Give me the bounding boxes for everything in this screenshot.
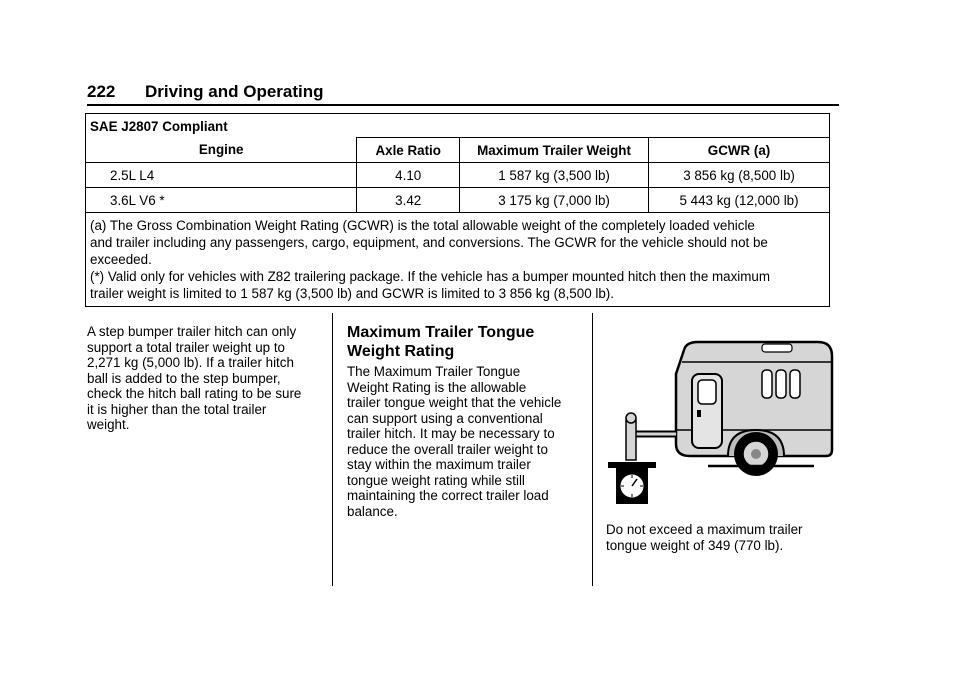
cell-gcwr: 3 856 kg (8,500 lb)	[649, 163, 830, 188]
footnote-b-line: trailer weight is limited to 1 587 kg (3,500 lb) and GCWR is limited to 3 856 kg (8,500 lb).	[90, 286, 614, 301]
col-header-gcwr: GCWR (a)	[649, 138, 830, 163]
table-row	[86, 163, 830, 188]
heading-line: Weight Rating	[347, 343, 455, 360]
tongue-weight-paragraph	[347, 364, 579, 519]
paragraph-line: A step bumper trailer hitch can only	[87, 324, 297, 339]
cell-axle-ratio: 3.42	[357, 188, 460, 213]
tongue-weight-heading	[347, 323, 579, 361]
paragraph-line: Weight Rating is the allowable	[347, 379, 527, 395]
section-title: Driving and Operating	[145, 82, 324, 101]
cell-engine: 2.5L L4	[86, 163, 357, 188]
col-header-engine: Engine	[86, 138, 357, 163]
col-header-max-trailer-weight: Maximum Trailer Weight	[460, 138, 649, 163]
table-row	[86, 188, 830, 213]
header-rule	[87, 104, 839, 106]
paragraph-line: reduce the overall trailer weight to	[347, 441, 548, 457]
trailer-tongue-scale-icon	[604, 334, 838, 510]
paragraph-line: stay within the maximum trailer	[347, 457, 531, 472]
paragraph-line: 2,271 kg (5,000 lb). If a trailer hitch	[87, 355, 294, 370]
paragraph-line: support a total trailer weight up to	[87, 339, 285, 355]
footnote-a-line: (a) The Gross Combination Weight Rating (GCWR) is the total allowable weight of the completely loaded vehicle	[90, 218, 755, 233]
illustration-caption	[606, 522, 836, 553]
paragraph-line: trailer tongue weight that the vehicle	[347, 395, 562, 410]
caption-line: Do not exceed a maximum trailer	[606, 522, 803, 537]
footnote-b-line: (*) Valid only for vehicles with Z82 trailering package. If the vehicle has a bumper mounted hitch then the maximum	[90, 269, 771, 284]
cell-gcwr: 5 443 kg (12,000 lb)	[649, 188, 830, 213]
caption-line: tongue weight of 349 (770 lb).	[606, 537, 784, 553]
heading-line: Maximum Trailer Tongue	[347, 324, 535, 341]
cell-axle-ratio: 4.10	[357, 163, 460, 188]
paragraph-line: maintaining the correct trailer load	[347, 488, 549, 503]
table-caption: SAE J2807 Compliant	[86, 114, 830, 138]
cell-engine: 3.6L V6 *	[86, 188, 357, 213]
col-header-axle-ratio: Axle Ratio	[357, 138, 460, 163]
step-bumper-paragraph	[87, 324, 327, 433]
paragraph-line: check the hitch ball rating to be sure	[87, 386, 302, 401]
trailer-spec-table	[85, 113, 830, 307]
cell-max-trailer-weight: 3 175 kg (7,000 lb)	[460, 188, 649, 213]
cell-max-trailer-weight: 1 587 kg (3,500 lb)	[460, 163, 649, 188]
column-divider	[332, 313, 333, 586]
page-number: 222	[87, 82, 116, 101]
paragraph-line: balance.	[347, 503, 398, 519]
footnote-a-line: and trailer including any passengers, cargo, equipment, and conversions. The GCWR for the vehicle should not be	[90, 235, 768, 250]
paragraph-line: trailer hitch. It may be necessary to	[347, 426, 555, 441]
paragraph-line: weight.	[87, 417, 130, 432]
paragraph-line: tongue weight rating while still	[347, 472, 525, 488]
table-footnotes	[86, 213, 830, 307]
table-header-row	[86, 138, 830, 163]
paragraph-line: ball is added to the step bumper,	[87, 370, 281, 386]
paragraph-line: can support using a conventional	[347, 410, 543, 426]
page-header	[87, 82, 839, 104]
paragraph-line: it is higher than the total trailer	[87, 401, 267, 417]
paragraph-line: The Maximum Trailer Tongue	[347, 364, 521, 379]
column-divider	[592, 313, 593, 586]
footnote-a-line: exceeded.	[90, 252, 152, 267]
